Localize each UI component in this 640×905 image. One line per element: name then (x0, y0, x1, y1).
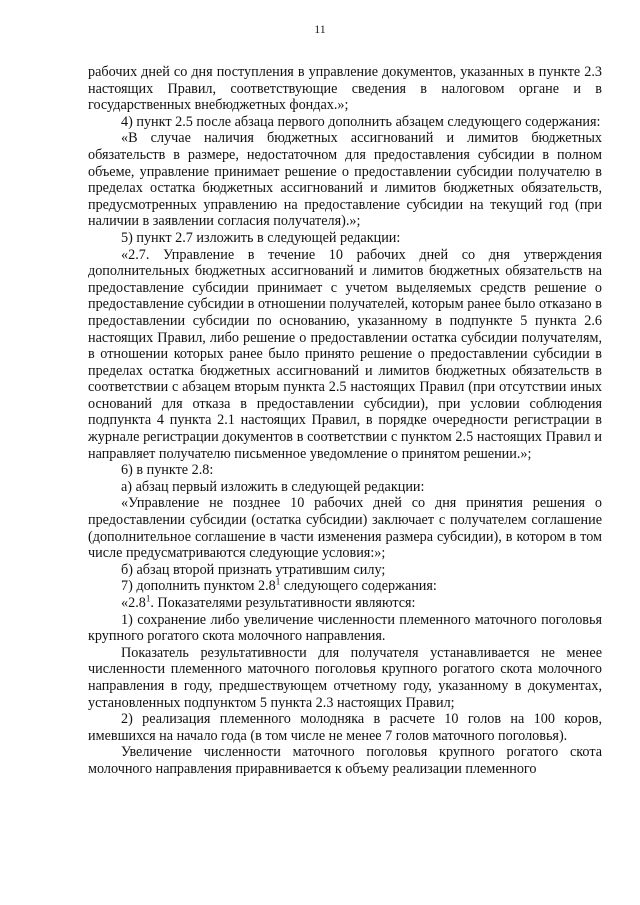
clause-2-8-1-text: . Показателями результативности являются: (150, 595, 416, 611)
paragraph-quote-2-8: «Управление не позднее 10 рабочих дней со дня принятия решения о предоставлении субсидии (остатка субсидии) заключает с получателем соглашение (дополнительное соглашение в части изменения размера субсидии), в котором в том числе предусматриваются следующие условия:»; (88, 495, 602, 562)
paragraph-item-4: 4) пункт 2.5 после абзаца первого дополнить абзацем следующего содержания: (121, 113, 601, 130)
item-7-text-start: 7) дополнить пунктом 2.8 (121, 578, 276, 595)
paragraph-item-7 (88, 578, 602, 595)
item-7-text-end: следующего содержания: (280, 578, 437, 595)
document-body (88, 64, 602, 778)
item-7-superscript: 1 (275, 576, 281, 587)
paragraph-quote-2-5: «В случае наличия бюджетных ассигнований и лимитов бюджетных обязательств в размере, недостаточном для предоставления субсидии в полном объеме, управление принимает решение о предоставлении субсидии получателю в пределах остатка бюджетных ассигнований и лимитов бюджетных обязательств, предусмотренных управлению на предоставление субсидии на текущий год (при наличии в заявлении согласия получателя).»; (88, 130, 602, 230)
paragraph-continuation: рабочих дней со дня поступления в управление документов, указанных в пункте 2.3 настоящих Правил, соответствующие сведения в налоговом органе и в государственных внебюджетных фондах.»; (88, 64, 602, 114)
page-number: 11 (314, 22, 326, 36)
clause-2-8-1-superscript: 1 (145, 593, 151, 604)
paragraph-item-6: 6) в пункте 2.8: (121, 462, 214, 479)
paragraph-item-6b: б) абзац второй признать утратившим силу; (121, 561, 386, 578)
paragraph-item-6a: а) абзац первый изложить в следующей редакции: (121, 478, 425, 495)
clause-2-8-1-number: «2.8 (121, 595, 146, 611)
paragraph-quote-2-7: «2.7. Управление в течение 10 рабочих дней со дня утверждения дополнительных бюджетных ассигнований и лимитов бюджетных обязательств на предоставление субсидии принимает с учетом выделяемых средств решение о предоставление субсидии в отношении получателей, которым ранее было отказано в предоставлении субсидии по основанию, указанному в подпункте 5 пункта 2.6 настоящих Правил, либо решение о предоставлении остатка субсидии получателям, в отношении которых ранее было принято решение о предоставлении субсидии в пределах остатка бюджетных ассигнований и лимитов бюджетных обязательств в соответствии с абзацем вторым пункта 2.5 настоящих Правил (при отсутствии иных оснований для отказа в предоставлении субсидии), при условии соблюдения подпункта 4 пункта 2.1 настоящих Правил, в порядке очередности регистрации в журнале регистрации документов в соответствии с пунктом 2.5 настоящих Правил и направляет получателю письменное уведомление о принятом решении.»; (88, 246, 602, 462)
paragraph-indicator-2-detail: Увеличение численности маточного поголовья крупного рогатого скота молочного направления приравнивается к объему реализации племенного (88, 744, 602, 777)
paragraph-indicator-1-detail: Показатель результативности для получателя устанавливается не менее численности племенного маточного поголовья крупного рогатого скота молочного направления в году, предшествующем отчетному году, указанному в документах, установленных подпунктом 5 пункта 2.3 настоящих Правил; (88, 644, 602, 711)
paragraph-indicator-1: 1) сохранение либо увеличение численности племенного маточного поголовья крупного рогатого скота молочного направления. (88, 611, 602, 645)
paragraph-indicator-2: 2) реализация племенного молодняка в расчете 10 голов на 100 коров, имевшихся на начало года (в том числе не менее 7 голов маточного поголовья). (88, 711, 602, 744)
paragraph-clause-2-8-1 (88, 595, 602, 612)
paragraph-item-5: 5) пункт 2.7 изложить в следующей редакции: (121, 229, 401, 246)
